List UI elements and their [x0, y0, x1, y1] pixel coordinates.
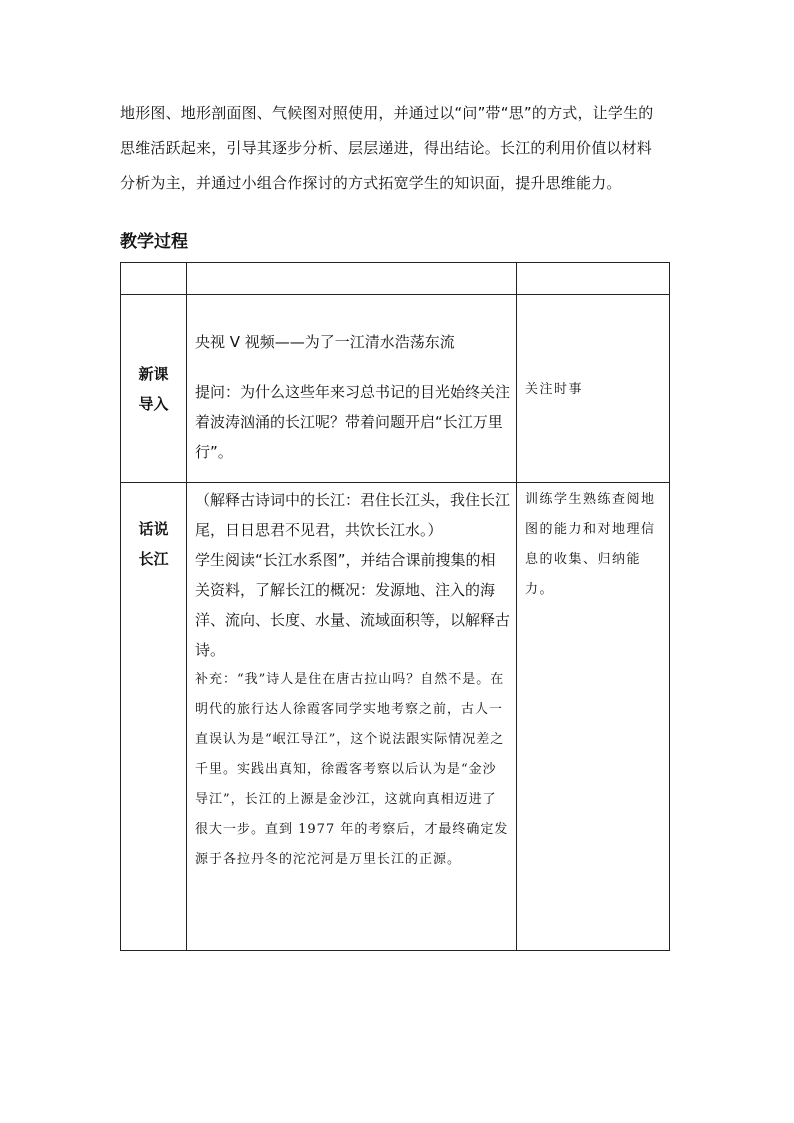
- purpose-cell: [517, 483, 670, 951]
- stage-label: 长江: [138, 550, 169, 568]
- stage-cell: [121, 295, 187, 483]
- header-cell: [121, 263, 187, 295]
- intro-line: 思维活跃起来，引导其逐步分析、层层递进，得出结论。长江的利用价值以材料: [120, 139, 653, 157]
- table-row: [121, 295, 670, 483]
- content-text: 提问：为什么这些年来习总书记的目光始终关注着波涛汹涌的长江呢？带着问题开启“长江万里行”。: [195, 383, 511, 461]
- intro-line: 分析为主，并通过小组合作探讨的方式拓宽学生的知识面，提升思维能力。: [120, 174, 622, 192]
- content-cell: [187, 295, 517, 483]
- lesson-table: [120, 262, 670, 951]
- header-cell: [517, 263, 670, 295]
- intro-paragraph: [120, 96, 680, 201]
- stage-label: 新课: [138, 365, 169, 383]
- section-title: 教学过程: [120, 232, 188, 252]
- supplement-note: 补充：“我”诗人是住在唐古拉山吗？自然不是。在明代的旅行达人徐霞客同学实地考察之前，古人一直误认为是“岷江导江”，这个说法跟实际情况差之千里。实践出真知，徐霞客考察以后认为是“金沙导江”，长江的上源是金沙江，这就向真相迈进了很大一步。直到 1977 年的考察后，才最终确定发源于各拉丹冬的沱沱河是万里长江的正源。: [195, 672, 509, 867]
- content-text: 央视 V 视频——为了一江清水浩荡东流: [195, 333, 455, 351]
- stage-label: 导入: [138, 395, 169, 413]
- purpose-cell: [517, 295, 670, 483]
- stage-label: 话说: [138, 520, 169, 538]
- content-cell: [187, 483, 517, 951]
- purpose-text: 关注时事: [525, 382, 584, 397]
- intro-line: 地形图、地形剖面图、气候图对照使用，并通过以“问”带“思”的方式，让学生的: [120, 104, 654, 122]
- purpose-text: 训练学生熟练查阅地图的能力和对地理信息的收集、归纳能力。: [525, 492, 656, 597]
- table-header-row: [121, 263, 670, 295]
- content-text: （解释古诗词中的长江：君住长江头，我住长江尾，日日思君不见君，共饮长江水。）: [195, 491, 511, 539]
- content-text: 学生阅读“长江水系图”，并结合课前搜集的相关资料，了解长江的概况：发源地、注入的海洋、流向、长度、水量、流域面积等，以解释古诗。: [195, 551, 511, 659]
- table-row: [121, 483, 670, 951]
- stage-cell: [121, 483, 187, 951]
- header-cell: [187, 263, 517, 295]
